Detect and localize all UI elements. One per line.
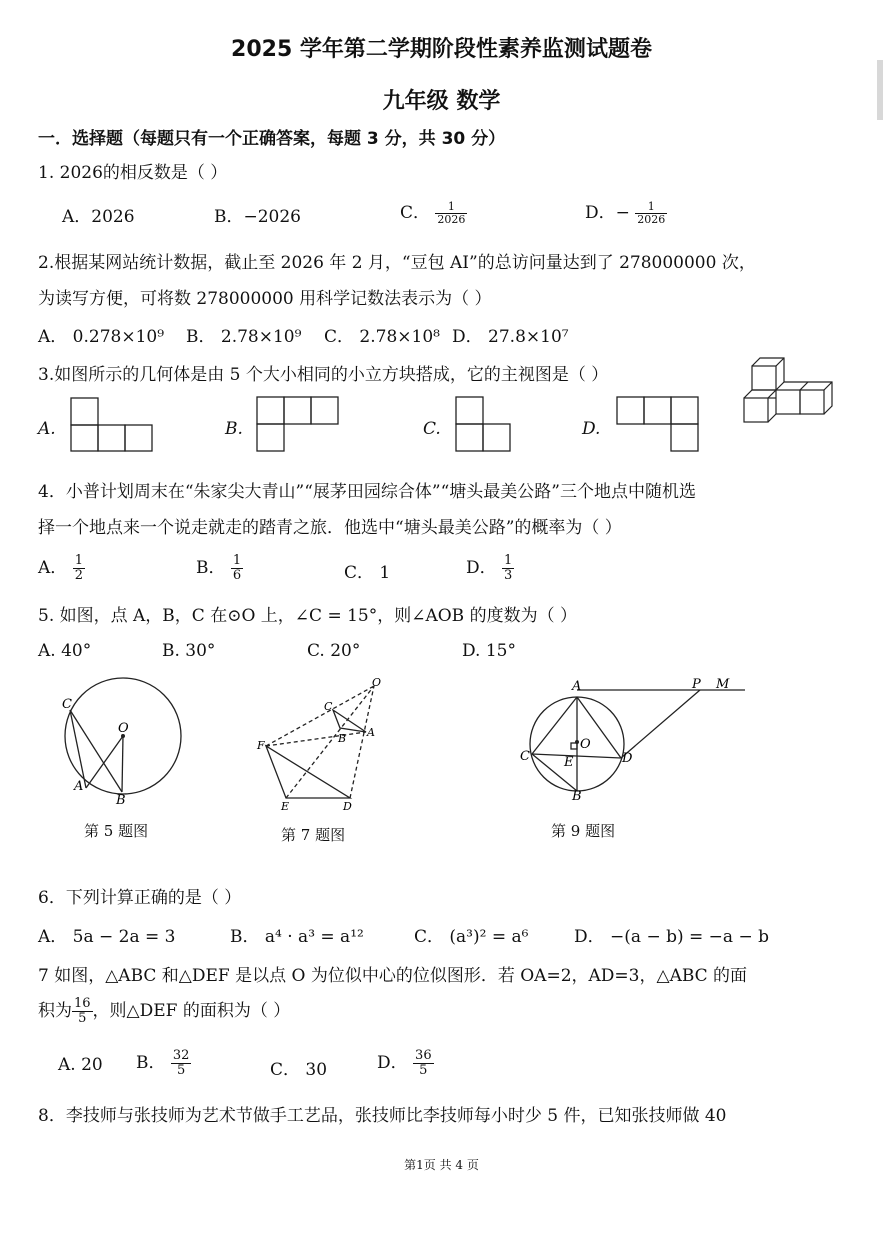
fig7-diagram: [266, 686, 374, 798]
q4-option-b-label: B．: [196, 558, 226, 578]
q4-option-b: [196, 553, 243, 583]
fig9-caption: 第 9 题图: [551, 822, 616, 840]
fig9-label-a: A: [572, 679, 582, 694]
q4-stem-line2: 择一个地点来一个说走就走的踏青之旅．他选中“塘头最美公路”的概率为（ ）: [38, 518, 622, 538]
fig7-label-d: D: [343, 800, 352, 813]
q7-stem-line2: [38, 996, 290, 1026]
q7-option-c: C． 30: [270, 1060, 328, 1080]
q7-stem-line1: 7 如图，△ABC 和△DEF 是以点 O 为位似中心的位似图形．若 OA=2，AD=3，△ABC 的面: [38, 966, 748, 986]
q6-option-b: B． a⁴ · a³ = a¹²: [230, 927, 364, 947]
fig9-label-e: E: [564, 755, 574, 770]
fraction-denominator: 5: [78, 1011, 87, 1026]
q2-option-c: C． 2.78×10⁸: [324, 327, 440, 347]
fraction-numerator: 36: [415, 1048, 432, 1063]
q3-solid-figure: [744, 358, 832, 422]
q3-option-a-label: A.: [38, 419, 56, 439]
page-subtitle: 九年级 数学: [382, 89, 501, 114]
q4-option-d-fraction: [502, 554, 514, 583]
q5-option-c: C. 20°: [307, 641, 361, 661]
fig5-caption: 第 5 题图: [84, 822, 149, 840]
q2-option-a: A． 0.278×10⁹: [38, 327, 165, 347]
fig5-label-c: C: [62, 697, 72, 712]
q3-option-d-view: [617, 397, 698, 451]
fig9-label-c: C: [520, 749, 530, 764]
q4-option-a-label: A．: [38, 558, 68, 578]
q1-option-d-label: D．−: [585, 203, 630, 223]
q5-option-a: A. 40°: [38, 641, 92, 661]
q6-option-a: A． 5a − 2a = 3: [38, 927, 176, 947]
q4-option-a-fraction: [73, 554, 85, 583]
fig9-label-d: D: [622, 751, 633, 766]
fig9-label-o: O: [580, 737, 591, 752]
q1-option-a: A．2026: [62, 207, 135, 227]
q5-stem: 5. 如图，点 A，B，C 在⊙O 上，∠C = 15°，则∠AOB 的度数为（ ）: [38, 606, 577, 626]
fig5-label-a: A: [74, 779, 84, 794]
q2-stem-line2: 为读写方便，可将数 278000000 用科学记数法表示为（ ）: [38, 289, 492, 309]
q7-option-b: [136, 1048, 191, 1078]
fig7-label-e: E: [281, 800, 290, 813]
fraction-numerator: 1: [232, 553, 242, 568]
q3-option-c-label: C.: [423, 419, 441, 439]
q3-option-a-view: [71, 398, 152, 451]
q3-option-d-label: D.: [582, 419, 601, 439]
fig7-label-b: B: [338, 732, 347, 745]
fraction-denominator: 6: [232, 568, 242, 583]
q4-option-a: [38, 553, 85, 583]
q7-option-b-fraction: [171, 1049, 192, 1078]
fig7-label-a: A: [367, 726, 375, 739]
section-heading: 一．选择题（每题只有一个正确答案，每题 3 分，共 30 分）: [38, 129, 506, 149]
fraction-denominator: 2026: [437, 213, 466, 226]
q4-option-d: [466, 553, 514, 583]
q7-option-d: [377, 1048, 434, 1078]
q4-option-b-fraction: [231, 554, 243, 583]
q7-area-fraction: [72, 997, 93, 1026]
fig9-label-m: M: [716, 677, 730, 692]
fraction-denominator: 5: [177, 1063, 186, 1078]
fraction-denominator: 2026: [637, 213, 666, 226]
q6-option-c: C． (a³)² = a⁶: [414, 927, 529, 947]
fraction-denominator: 2: [74, 568, 83, 583]
q1-option-b: B．−2026: [214, 207, 302, 227]
fig5-label-b: B: [116, 793, 126, 808]
figures-row: [0, 670, 883, 820]
q2-option-b: B． 2.78×10⁹: [186, 327, 302, 347]
q7-option-d-fraction: [413, 1049, 434, 1078]
fig7-label-o: O: [372, 676, 382, 689]
fraction-numerator: 1: [635, 201, 667, 214]
fraction-denominator: 5: [419, 1063, 428, 1078]
q3-option-c-view: [456, 397, 510, 451]
q4-stem-line1: 4．小普计划周末在“朱家尖大青山”“展茅田园综合体”“塘头最美公路”三个地点中随机选: [38, 482, 696, 502]
q4-option-c: C． 1: [344, 563, 391, 583]
q7-option-d-label: D．: [377, 1053, 408, 1073]
q1-option-c-label: C．: [400, 203, 431, 223]
q7-option-b-label: B．: [136, 1053, 166, 1073]
q4-option-d-label: D．: [466, 558, 497, 578]
fraction-numerator: 1: [74, 553, 83, 568]
fraction-numerator: 16: [74, 996, 91, 1011]
fig9-label-p: P: [692, 677, 701, 692]
q7-stem-line2-pre: 积为: [38, 1001, 72, 1021]
fig9-diagram: [530, 690, 745, 791]
q2-option-d: D． 27.8×10⁷: [452, 327, 569, 347]
q3-option-b-view: [257, 397, 338, 451]
q7-stem-line2-post: ，则△DEF 的面积为（ ）: [92, 1001, 291, 1021]
fraction-numerator: 1: [435, 201, 467, 214]
q6-option-d: D． −(a − b) = −a − b: [574, 927, 769, 947]
page-title: 2025 学年第二学期阶段性素养监测试题卷: [231, 37, 652, 62]
fig9-label-b: B: [572, 789, 582, 804]
fraction-numerator: 1: [504, 553, 513, 568]
q8-stem-line1: 8．李技师与张技师为艺术节做手工艺品，张技师比李技师每小时少 5 件，已知张技师做 40: [38, 1106, 727, 1126]
q6-stem: 6．下列计算正确的是（ ）: [38, 888, 242, 908]
fig5-label-o: O: [118, 721, 129, 736]
q2-stem-line1: 2.根据某网站统计数据，截止至 2026 年 2 月，“豆包 AI”的总访问量达到了 278000000 次，: [38, 253, 756, 273]
fraction-denominator: 3: [504, 568, 513, 583]
fraction-numerator: 32: [172, 1048, 190, 1063]
q3-option-b-label: B.: [225, 419, 243, 439]
q1-stem: 1. 2026的相反数是（ ）: [38, 163, 228, 183]
q5-option-b: B. 30°: [162, 641, 216, 661]
q5-option-d: D. 15°: [462, 641, 516, 661]
fig7-label-f: F: [257, 739, 265, 752]
q3-stem: 3.如图所示的几何体是由 5 个大小相同的小立方块搭成，它的主视图是（ ）: [38, 365, 609, 385]
fig7-caption: 第 7 题图: [281, 826, 346, 844]
q7-option-a: A. 20: [58, 1055, 103, 1075]
fig7-label-c: C: [324, 700, 333, 713]
page-footer: 第1页 共 4 页: [404, 1158, 479, 1172]
q3-figures: [0, 0, 883, 470]
